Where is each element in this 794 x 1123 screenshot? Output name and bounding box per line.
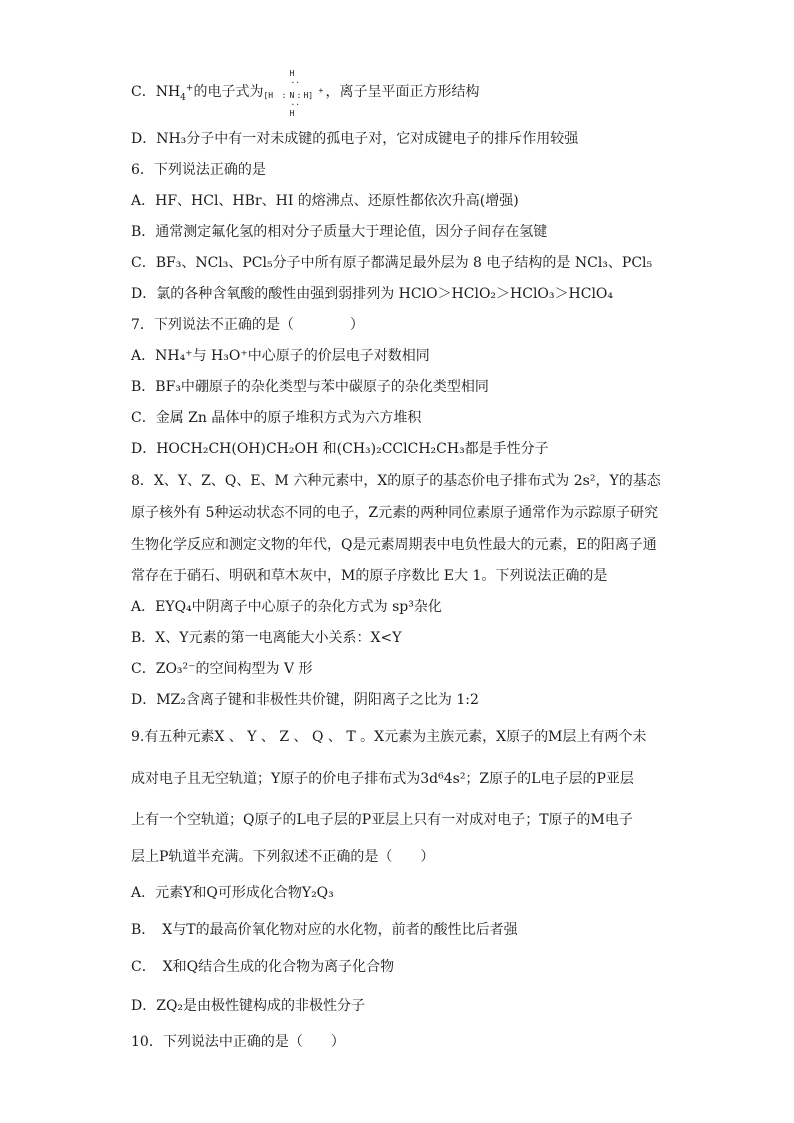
ef-right: H] xyxy=(303,91,314,100)
electron-formula: H ·· [H : N : H] + ·· H xyxy=(263,82,325,102)
q7-option-d: D．HOCH₂CH(OH)CH₂OH 和(CH₃)₂CClCH₂CH₃都是手性分子 xyxy=(131,441,549,457)
q6-option-c: C．BF₃、NCl₃、PCl₅分子中所有原子都满足最外层为 8 电子结构的是 NCl₃、PCl₅ xyxy=(131,255,653,271)
q9-option-b: B． X与T的最高价氧化物对应的水化物，前者的酸性比后者强 xyxy=(131,922,518,938)
q5-c-middle: 的电子式为 xyxy=(193,84,264,100)
q9-option-d: D．ZQ₂是由极性键构成的非极性分子 xyxy=(131,998,366,1014)
q6-option-d: D．氯的各种含氧酸的酸性由强到弱排列为 HClO＞HClO₂＞HClO₃＞HClO₄ xyxy=(131,286,614,302)
q5-c-charge: + xyxy=(185,83,194,94)
q8-option-d: D．MZ₂含离子键和非极性共价键，阴阳离子之比为 1:2 xyxy=(131,692,479,708)
q7-option-b: B．BF₃中硼原子的杂化类型与苯中碳原子的杂化类型相同 xyxy=(131,379,489,395)
ef-top-h: H xyxy=(289,69,295,78)
ef-bottom-h: H xyxy=(289,109,295,118)
q8-option-c: C．ZO₃²⁻的空间构型为 V 形 xyxy=(131,661,313,677)
q8-stem-line-4: 常存在于硝石、明矾和草木灰中，M的原子序数比 E大 1。下列说法正确的是 xyxy=(131,568,608,584)
q6-stem: 6．下列说法正确的是 xyxy=(131,162,266,178)
q8-stem-line-1: 8．X、Y、Z、Q、E、M 六种元素中，X的原子的基态价电子排布式为 2s²，Y的基态 xyxy=(131,473,661,489)
q9-stem-line-1: 9.有五种元素X 、 Y 、 Z 、 Q 、 T 。X元素为主族元素，X原子的M层上有两个未 xyxy=(131,729,647,745)
q6-option-b: B．通常测定氟化氢的相对分子质量大于理论值，因分子间存在氢键 xyxy=(131,224,548,240)
ef-charge: + xyxy=(318,86,324,95)
q8-stem-line-3: 生物化学反应和测定文物的年代，Q是元素周期表中电负性最大的元素，E的阳离子通 xyxy=(131,537,657,553)
q5-option-d: D．NH₃分子中有一对未成键的孤电子对，它对成键电子的排斥作用较强 xyxy=(131,131,579,147)
q6-option-a: A．HF、HCl、HBr、HI 的熔沸点、还原性都依次升高(增强) xyxy=(131,193,519,209)
q9-option-c: C． X和Q结合生成的化合物为离子化合物 xyxy=(131,959,395,975)
q9-stem-line-3: 上有一个空轨道；Q原子的L电子层的P亚层上只有一对成对电子；T原子的M电子 xyxy=(131,812,633,828)
q8-option-b: B．X、Y元素的第一电离能大小关系：X<Y xyxy=(131,630,402,646)
q9-stem-line-4: 层上P轨道半充满。下列叙述不正确的是（ ） xyxy=(131,849,435,865)
q9-stem-line-2: 成对电子且无空轨道；Y原子的价电子排布式为3d⁶4s²；Z原子的L电子层的P亚层 xyxy=(131,771,634,787)
q8-option-a: A．EYQ₄中阴离子中心原子的杂化方式为 sp³杂化 xyxy=(131,599,442,615)
q10-stem: 10．下列说法中正确的是（ ） xyxy=(131,1034,345,1050)
q5-option-c: C．$NH_4^+$的电子式为 H ·· [H : N : H] + ·· H ，离子呈平面正方形结构 xyxy=(131,82,754,102)
ef-left: [H xyxy=(263,91,274,100)
q7-option-a: A．NH₄⁺与 H₃O⁺中心原子的价层电子对数相同 xyxy=(131,348,430,364)
ef-n: N xyxy=(289,91,295,100)
q8-stem-line-2: 原子核外有 5种运动状态不同的电子，Z元素的两种同位素原子通常作为示踪原子研究 xyxy=(131,505,659,521)
q9-option-a: A．元素Y和Q可形成化合物Y₂Q₃ xyxy=(131,885,334,901)
q7-stem: 7．下列说法不正确的是（ ） xyxy=(131,317,364,333)
q5-c-suffix: ，离子呈平面正方形结构 xyxy=(325,84,480,100)
q5-c-prefix: C．NH xyxy=(131,84,181,100)
q7-option-c: C．金属 Zn 晶体中的原子堆积方式为六方堆积 xyxy=(131,410,422,426)
